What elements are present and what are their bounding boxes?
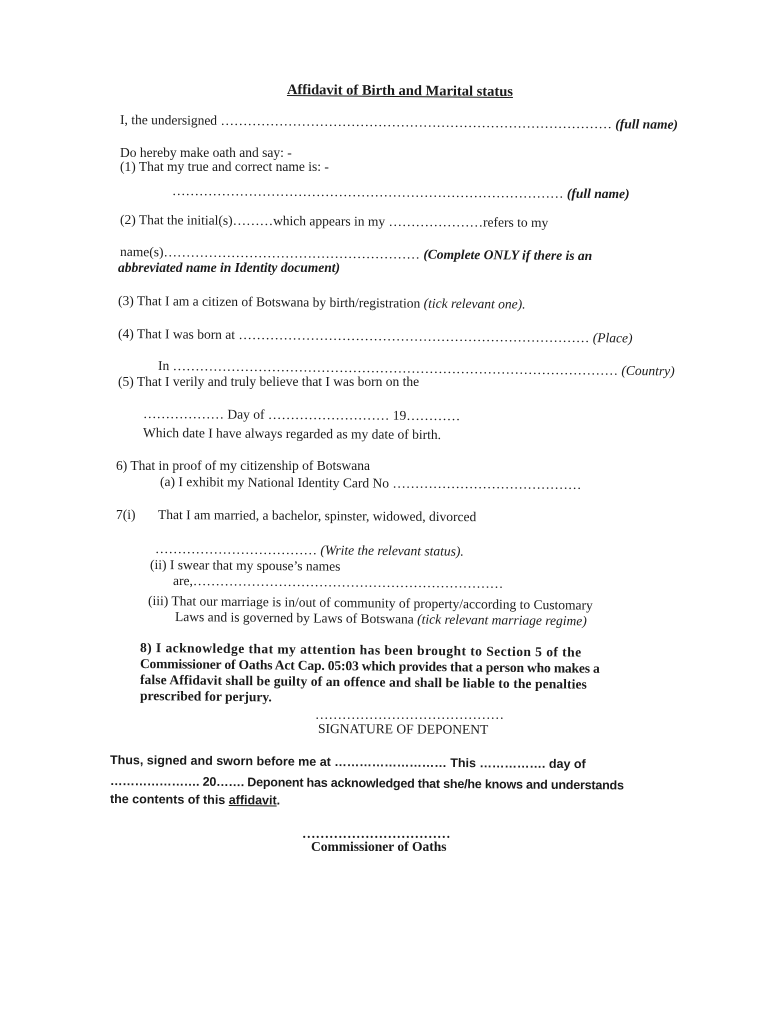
undersigned-hint: (full name): [615, 116, 679, 132]
item7-ii-line1: (ii) I swear that my spouse’s names: [149, 557, 341, 574]
item5-text: (5) That I verily and truly believe that I was born on the: [118, 374, 420, 389]
item3-line: [118, 293, 526, 313]
item3-hint: (tick relevant one).: [423, 295, 526, 312]
item8-line3: false Affidavit shall be guilty of an offence and shall be liable to the penalties: [139, 672, 588, 692]
item8-line2: Commissioner of Oaths Act Cap. 05:03 which provides that a person who makes a: [139, 656, 600, 676]
sworn-period: .: [276, 793, 281, 808]
item5-regarded: Which date I have always regarded as my date of birth.: [142, 425, 442, 443]
item1-name-line: [172, 183, 630, 202]
item4-line: [118, 326, 633, 346]
undersigned-dots: ……………………………………………………………………………: [220, 112, 613, 132]
sworn-line2: …………………. 20……. Deponent has acknowledged that she/he knows and understands: [109, 774, 624, 793]
document-title: Affidavit of Birth and Marital status: [286, 82, 514, 100]
item7-iii-line1: (iii) That our marriage is in/out of community of property/according to Customary: [147, 593, 593, 613]
item1-hint: (full name): [566, 185, 630, 202]
item4-place-hint: (Place): [592, 330, 633, 346]
item7-number: 7(i): [116, 507, 136, 522]
sworn-affidavit-word: affidavit: [228, 793, 277, 808]
item7-iii-line2: [175, 609, 587, 629]
oath-intro: Do hereby make oath and say: -: [120, 145, 292, 160]
sworn-contents-text: the contents of this: [109, 792, 226, 808]
sworn-line3: [110, 791, 280, 808]
item7-status-dots: ………………………………: [154, 541, 318, 558]
item7-iii-hint: (tick relevant marriage regime): [417, 611, 587, 629]
deponent-signature-label: SIGNATURE OF DEPONENT: [317, 721, 489, 737]
item4-in-text: In ………………………………………………………………………………………: [157, 358, 619, 378]
item5-date-line: ……………… Day of ……………………… 19…………: [142, 406, 461, 424]
item4-country-hint: (Country): [621, 362, 675, 379]
deponent-signature-line: ……………………………………: [315, 707, 504, 722]
item1-text: (1) That my true and correct name is: -: [120, 159, 329, 174]
undersigned-line: [120, 112, 678, 133]
item6-text: 6) That in proof of my citizenship of Botswana: [116, 458, 370, 473]
undersigned-lead: I, the undersigned: [119, 112, 218, 128]
item7-status-hint: (Write the relevant status).: [320, 542, 464, 559]
item8-line1: 8) I acknowledge that my attention has been brought to Section 5 of the: [139, 640, 582, 660]
item2-line3: abbreviated name in Identity document): [118, 260, 340, 275]
item4-text: (4) That I was born at ……………………………………………………………………: [117, 326, 590, 346]
sworn-line1: Thus, signed and sworn before me at ……………………… This ……………. day of: [109, 753, 586, 772]
commissioner-label: Commissioner of Oaths: [311, 839, 447, 854]
item3-text: (3) That I am a citizen of Botswana by birth/registration: [117, 293, 421, 311]
commissioner-signature-line: ……………………………: [302, 826, 451, 841]
item6-sub-a: (a) I exhibit my National Identity Card No ……………………………………: [159, 474, 582, 492]
item2-complete-hint: (Complete ONLY if there is an: [423, 246, 593, 264]
item7-iii-text: Laws and is governed by Laws of Botswana: [174, 609, 414, 627]
item2-names-dots: name(s)…………………………………………………: [119, 244, 421, 262]
item8-line4: prescribed for perjury.: [139, 688, 272, 705]
item2-line1: (2) That the initial(s)………which appears in my …………………refers to my: [119, 212, 549, 230]
item1-dots: ……………………………………………………………………………: [171, 183, 564, 201]
item7-ii-line2: are,……………………………………………………………: [172, 573, 504, 591]
item7-text: That I am married, a bachelor, spinster, widowed, divorced: [157, 507, 477, 525]
